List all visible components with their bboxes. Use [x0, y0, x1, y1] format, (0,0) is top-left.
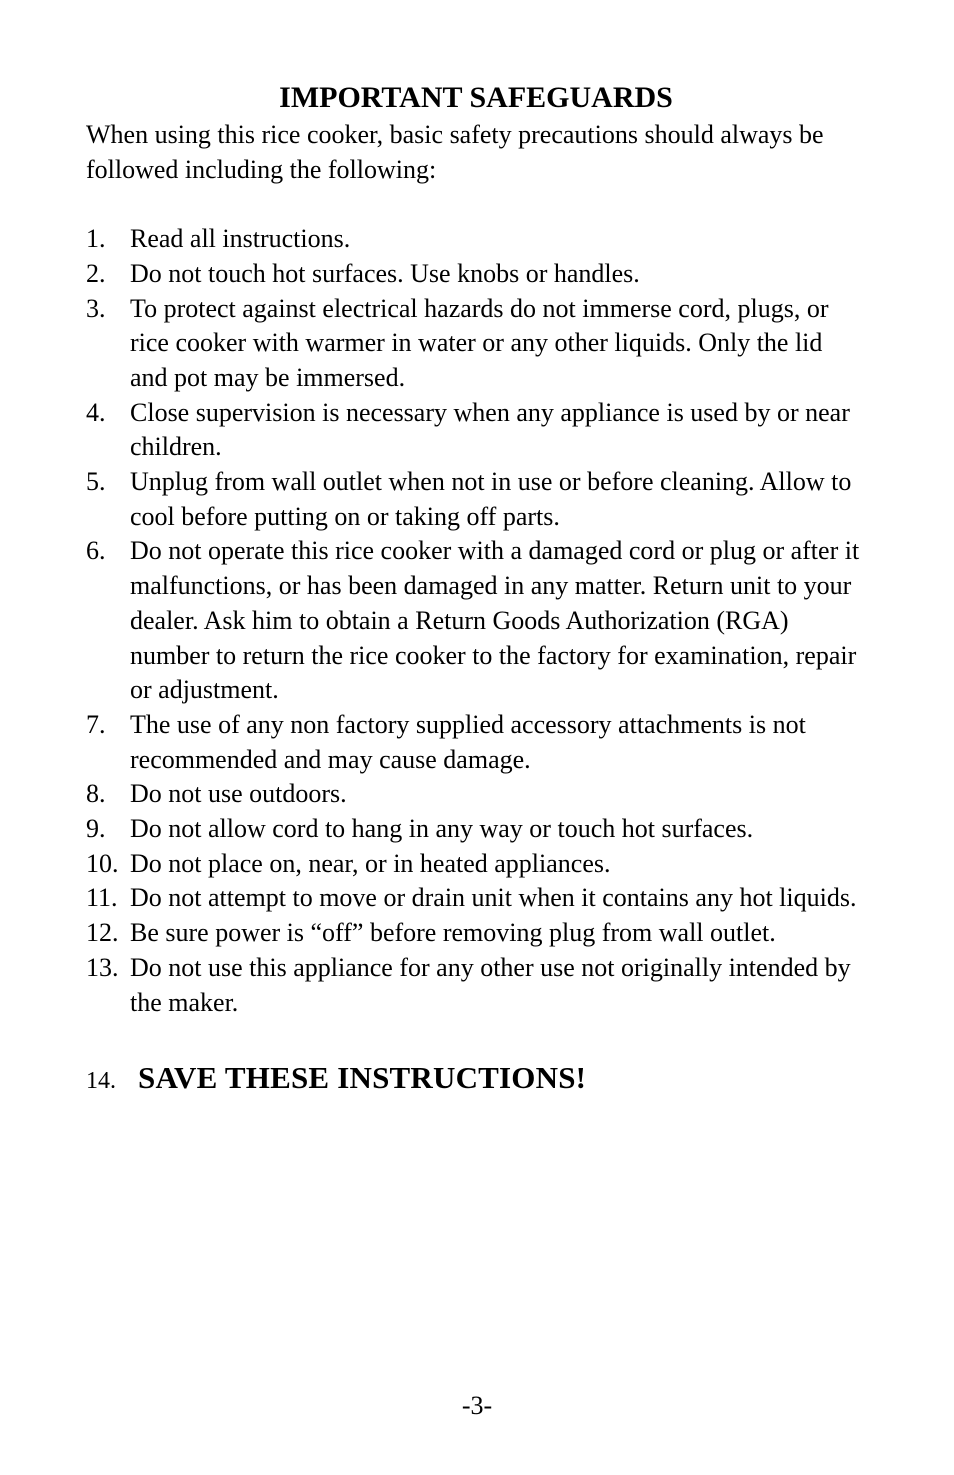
list-item: [86, 396, 866, 465]
item-text: Do not operate this rice cooker with a damaged cord or plug or after it malfunctions, or has been damaged in any matter. Return unit to your dealer. Ask him to obtain a Return Goods Authorization (RGA) number to return the rice cooker to the factory for examination, repair or adjustment.: [130, 536, 860, 705]
item-number: 7.: [86, 709, 106, 739]
item-number: 1.: [86, 224, 106, 254]
save-item-number: 14.: [86, 1068, 116, 1095]
list-item: [86, 916, 866, 951]
item-number: 3.: [86, 293, 106, 323]
item-text: Unplug from wall outlet when not in use or before cleaning. Allow to cool before putting on or taking off parts.: [130, 467, 852, 531]
item-text: Be sure power is “off” before removing plug from wall outlet.: [130, 918, 776, 948]
item-number: 13.: [86, 952, 119, 982]
item-number: 10.: [86, 848, 119, 878]
item-text: Do not attempt to move or drain unit when it contains any hot liquids.: [130, 883, 857, 913]
item-number: 5.: [86, 467, 106, 497]
item-text: Do not use outdoors.: [130, 779, 347, 809]
item-number: 12.: [86, 918, 119, 948]
list-item: [86, 292, 866, 396]
list-item: [86, 465, 866, 534]
document-page: [86, 78, 866, 1096]
list-item: [86, 777, 866, 812]
item-number: 11.: [86, 883, 118, 913]
list-item: [86, 708, 866, 777]
list-item: [86, 257, 866, 292]
list-item: [86, 534, 866, 708]
item-number: 6.: [86, 536, 106, 566]
list-item: [86, 951, 866, 1020]
item-number: 9.: [86, 814, 106, 844]
item-text: Do not place on, near, or in heated appliances.: [130, 848, 611, 878]
list-item: [86, 847, 866, 882]
item-text: Read all instructions.: [130, 224, 351, 254]
page-number: -3-: [461, 1391, 493, 1420]
item-text: Close supervision is necessary when any appliance is used by or near children.: [130, 397, 850, 462]
save-instructions-heading: SAVE THESE INSTRUCTIONS!: [138, 1060, 587, 1096]
item-text: Do not touch hot surfaces. Use knobs or handles.: [130, 258, 640, 288]
item-number: 8.: [86, 779, 106, 809]
list-item: [86, 881, 866, 916]
safeguards-list: [86, 222, 866, 1020]
save-instructions-line: [86, 1060, 866, 1096]
list-item: [86, 222, 866, 257]
item-text: The use of any non factory supplied accessory attachments is not recommended and may cause damage.: [130, 709, 806, 774]
item-text: Do not allow cord to hang in any way or touch hot surfaces.: [130, 814, 754, 844]
list-item: [86, 812, 866, 847]
item-text: Do not use this appliance for any other use not originally intended by the maker.: [130, 952, 851, 1017]
intro-paragraph: When using this rice cooker, basic safety precautions should always be followed including the following:: [86, 120, 824, 184]
item-number: 4.: [86, 397, 106, 427]
item-text: To protect against electrical hazards do not immerse cord, plugs, or rice cooker with warmer in water or any other liquids. Only the lid and pot may be immersed.: [130, 293, 829, 392]
item-number: 2.: [86, 258, 106, 288]
page-title: IMPORTANT SAFEGUARDS: [279, 81, 673, 114]
